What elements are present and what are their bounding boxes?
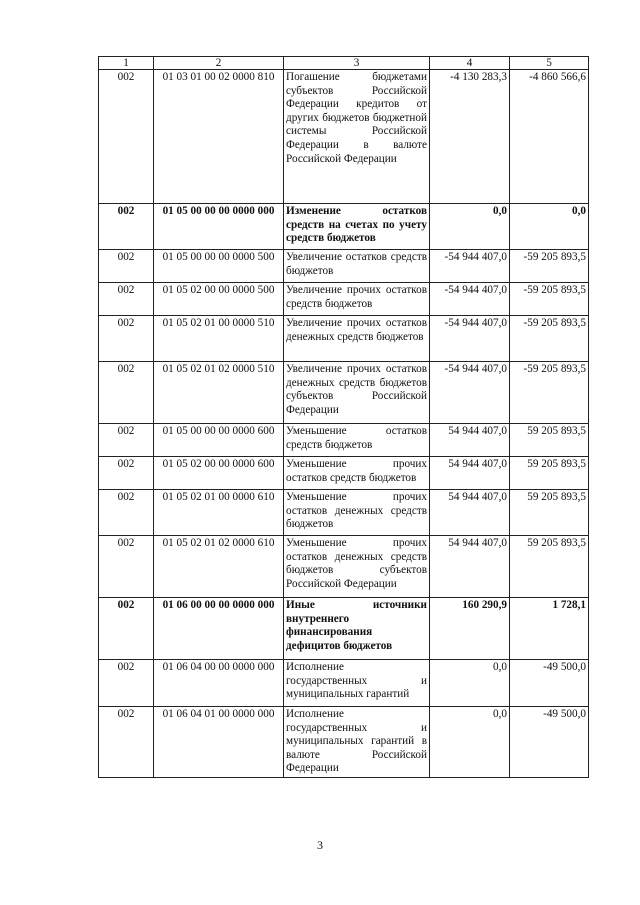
- amount-col4-cell: 54 944 407,0: [430, 457, 510, 490]
- table-row: [99, 250, 589, 283]
- table-row: [99, 490, 589, 536]
- admin-code-cell: 002: [99, 283, 154, 316]
- source-name-cell: Уменьшение остатков средств бюджетов: [284, 424, 430, 457]
- source-name-cell: Уменьшение прочих остатков денежных средств бюджетов субъектов Российской Федерации: [284, 536, 430, 598]
- source-name-cell: Исполнение государственных и муниципальных гарантий: [284, 660, 430, 707]
- table-row: [99, 660, 589, 707]
- admin-code-cell: 002: [99, 490, 154, 536]
- amount-col5-cell: -59 205 893,5: [510, 283, 589, 316]
- amount-col5-cell: -4 860 566,6: [510, 70, 589, 204]
- budget-classification-code-cell: 01 06 04 01 00 0000 000: [154, 707, 284, 778]
- amount-col4-cell: 0,0: [430, 660, 510, 707]
- source-name-cell: Погашение бюджетами субъектов Российской Федерации кредитов от других бюджетов бюджетной системы Российской Федерации в валюте Российской Федерации: [284, 70, 430, 204]
- admin-code-cell: 002: [99, 598, 154, 660]
- budget-classification-code-cell: 01 06 00 00 00 0000 000: [154, 598, 284, 660]
- source-name-cell: Уменьшение прочих остатков средств бюджетов: [284, 457, 430, 490]
- amount-col4-cell: 0,0: [430, 707, 510, 778]
- table-row: [99, 598, 589, 660]
- table-row: [99, 362, 589, 424]
- table-row: [99, 316, 589, 362]
- amount-col4-cell: 54 944 407,0: [430, 490, 510, 536]
- budget-classification-code-cell: 01 05 02 00 00 0000 500: [154, 283, 284, 316]
- source-name-cell: Изменение остатков средств на счетах по учету средств бюджетов: [284, 204, 430, 250]
- admin-code-cell: 002: [99, 424, 154, 457]
- budget-classification-code-cell: 01 05 02 00 00 0000 600: [154, 457, 284, 490]
- source-name-cell: Увеличение прочих остатков денежных средств бюджетов: [284, 316, 430, 362]
- amount-col5-cell: -49 500,0: [510, 660, 589, 707]
- budget-classification-code-cell: 01 05 00 00 00 0000 000: [154, 204, 284, 250]
- amount-col5-cell: -59 205 893,5: [510, 250, 589, 283]
- admin-code-cell: 002: [99, 362, 154, 424]
- budget-classification-code-cell: 01 05 02 01 02 0000 610: [154, 536, 284, 598]
- header-col-5: 5: [510, 57, 589, 70]
- amount-col4-cell: -54 944 407,0: [430, 362, 510, 424]
- budget-classification-code-cell: 01 06 04 00 00 0000 000: [154, 660, 284, 707]
- amount-col5-cell: 1 728,1: [510, 598, 589, 660]
- table-header: [99, 57, 589, 70]
- amount-col4-cell: 160 290,9: [430, 598, 510, 660]
- source-name-cell: Увеличение прочих остатков денежных средств бюджетов субъектов Российской Федерации: [284, 362, 430, 424]
- table-row: [99, 457, 589, 490]
- table-row: [99, 283, 589, 316]
- header-col-1: 1: [99, 57, 154, 70]
- amount-col4-cell: 54 944 407,0: [430, 536, 510, 598]
- page-number: 3: [317, 838, 323, 852]
- budget-classification-code-cell: 01 05 02 01 00 0000 610: [154, 490, 284, 536]
- header-col-2: 2: [154, 57, 284, 70]
- amount-col5-cell: 0,0: [510, 204, 589, 250]
- header-col-3: 3: [284, 57, 430, 70]
- amount-col5-cell: 59 205 893,5: [510, 536, 589, 598]
- amount-col4-cell: -54 944 407,0: [430, 316, 510, 362]
- table-row: [99, 70, 589, 204]
- amount-col4-cell: 0,0: [430, 204, 510, 250]
- header-col-4: 4: [430, 57, 510, 70]
- amount-col5-cell: 59 205 893,5: [510, 490, 589, 536]
- source-name-cell: Увеличение прочих остатков средств бюджетов: [284, 283, 430, 316]
- amount-col4-cell: -54 944 407,0: [430, 250, 510, 283]
- table-row: [99, 424, 589, 457]
- admin-code-cell: 002: [99, 457, 154, 490]
- source-name-cell: Увеличение остатков средств бюджетов: [284, 250, 430, 283]
- admin-code-cell: 002: [99, 707, 154, 778]
- amount-col5-cell: 59 205 893,5: [510, 424, 589, 457]
- source-name-cell: Исполнение государственных и муниципальных гарантий в валюте Российской Федерации: [284, 707, 430, 778]
- sources-financing-table: [98, 56, 589, 778]
- admin-code-cell: 002: [99, 204, 154, 250]
- amount-col5-cell: -49 500,0: [510, 707, 589, 778]
- admin-code-cell: 002: [99, 660, 154, 707]
- admin-code-cell: 002: [99, 316, 154, 362]
- admin-code-cell: 002: [99, 536, 154, 598]
- table-row: [99, 536, 589, 598]
- header-row: [99, 57, 589, 70]
- source-name-cell: Иные источники внутреннего финансирования дефицитов бюджетов: [284, 598, 430, 660]
- table-body: [99, 70, 589, 778]
- budget-classification-code-cell: 01 05 00 00 00 0000 600: [154, 424, 284, 457]
- table-row: [99, 707, 589, 778]
- source-name-cell: Уменьшение прочих остатков денежных средств бюджетов: [284, 490, 430, 536]
- amount-col5-cell: -59 205 893,5: [510, 316, 589, 362]
- budget-classification-code-cell: 01 05 00 00 00 0000 500: [154, 250, 284, 283]
- amount-col4-cell: 54 944 407,0: [430, 424, 510, 457]
- amount-col4-cell: -54 944 407,0: [430, 283, 510, 316]
- budget-classification-code-cell: 01 03 01 00 02 0000 810: [154, 70, 284, 204]
- admin-code-cell: 002: [99, 70, 154, 204]
- amount-col5-cell: 59 205 893,5: [510, 457, 589, 490]
- budget-classification-code-cell: 01 05 02 01 00 0000 510: [154, 316, 284, 362]
- amount-col5-cell: -59 205 893,5: [510, 362, 589, 424]
- table-row: [99, 204, 589, 250]
- admin-code-cell: 002: [99, 250, 154, 283]
- budget-classification-code-cell: 01 05 02 01 02 0000 510: [154, 362, 284, 424]
- amount-col4-cell: -4 130 283,3: [430, 70, 510, 204]
